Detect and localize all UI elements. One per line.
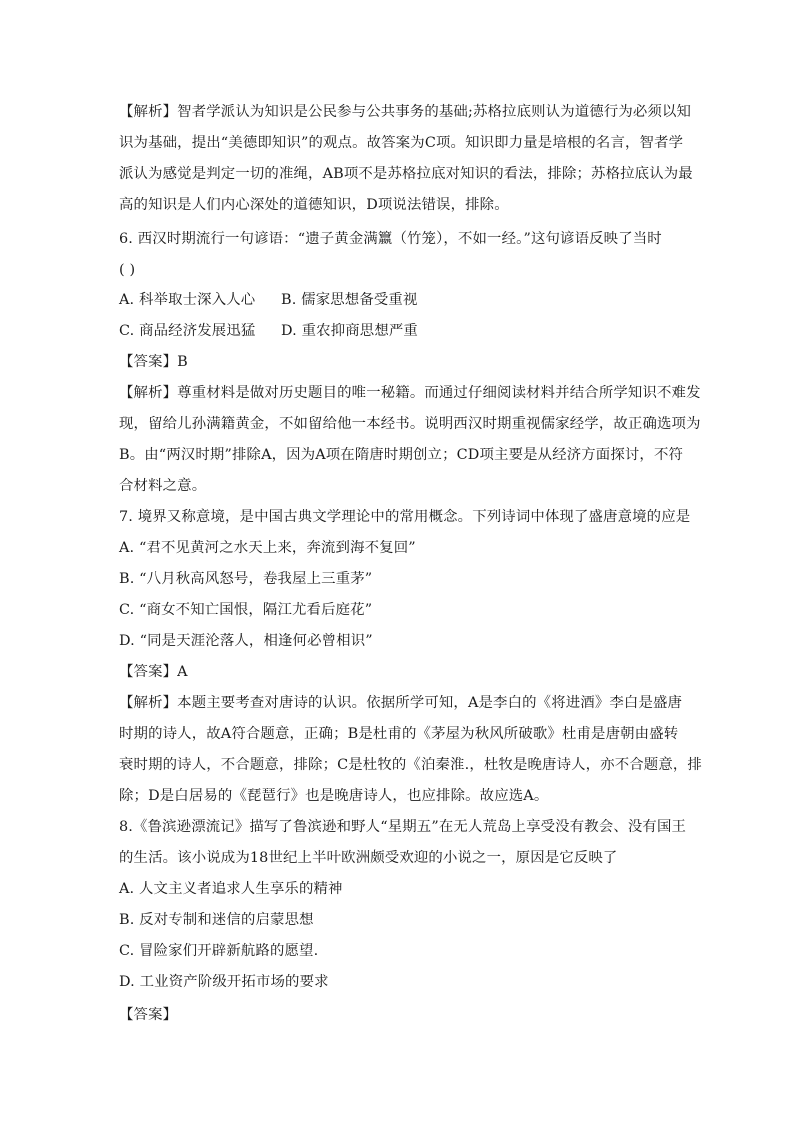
option-d: D. “同是天涯沦落人，相逢何必曾相识” <box>119 633 373 649</box>
option-c: C. “商女不知亡国恨，隔江尤看后庭花” <box>119 602 373 618</box>
option-c: C. 冒险家们开辟新航路的愿望. <box>119 943 319 959</box>
question-8-stem: 的生活。该小说成为18世纪上半叶欧洲颇受欢迎的小说之一，原因是它反映了 <box>119 850 618 866</box>
analysis-line: 现，留给儿孙满籍黄金，不如留给他一本经书。说明西汉时期重视儒家经学，故正确选项为 <box>119 416 701 432</box>
question-8-stem: 8.《鲁滨逊漂流记》描写了鲁滨逊和野人“星期五”在无人荒岛上享受没有教会、没有国王 <box>119 819 687 835</box>
question-6-options-row-2 <box>119 321 418 341</box>
option-b: B. 反对专制和迷信的启蒙思想 <box>119 912 314 928</box>
answer-line: 【答案】A <box>119 664 188 680</box>
option-b: B. “八月秋高风怒号，卷我屋上三重茅” <box>119 571 373 587</box>
answer-line: 【答案】B <box>119 354 188 370</box>
analysis-line: B。由“两汉时期”排除A，因为A项在隋唐时期创立；CD项主要是从经济方面探讨，不符 <box>119 447 684 463</box>
analysis-line: 衰时期的诗人，不合题意，排除；C是杜牧的《泊秦淮.，杜牧是晚唐诗人，亦不合题意，排 <box>119 757 702 773</box>
question-6-options-row-1 <box>119 290 418 310</box>
analysis-line: 【解析】本题主要考查对唐诗的认识。依据所学可知，A是李白的《将进酒》李白是盛唐 <box>119 695 683 711</box>
option-c: C. 商品经济发展迅猛 <box>119 323 256 339</box>
option-a: A. “君不见黄河之水天上来，奔流到海不复回” <box>119 540 416 556</box>
analysis-line: 时期的诗人，故A符合题意，正确；B是杜甫的《茅屋为秋风所破歌》杜甫是唐朝由盛转 <box>119 726 679 742</box>
analysis-line: 合材料之意。 <box>119 478 207 494</box>
option-a: A. 人文主义者追求人生享乐的精神 <box>119 881 343 897</box>
question-6-blank: ( ) <box>119 262 136 278</box>
analysis-line: 识为基础，提出“美德即知识”的观点。故答案为C项。知识即力量是培根的名言，智者学 <box>119 135 684 151</box>
analysis-line: 【解析】尊重材料是做对历史题目的唯一秘籍。而通过仔细阅读材料并结合所学知识不难发 <box>119 385 701 401</box>
option-d: D. 工业资产阶级开拓市场的要求 <box>119 974 329 990</box>
analysis-line: 派认为感觉是判定一切的准绳，AB项不是苏格拉底对知识的看法，排除；苏格拉底认为最 <box>119 166 693 182</box>
analysis-line: 除；D是白居易的《琵琶行》也是晚唐诗人，也应排除。故应选A。 <box>119 788 549 804</box>
analysis-line: 高的知识是人们内心深处的道德知识，D项说法错误，排除。 <box>119 197 509 213</box>
option-b: B. 儒家思想备受重视 <box>281 292 418 308</box>
option-a: A. 科举取士深入人心 <box>119 292 256 308</box>
analysis-line: 【解析】智者学派认为知识是公民参与公共事务的基础;苏格拉底则认为道德行为必须以知 <box>119 104 692 120</box>
option-d: D. 重农抑商思想严重 <box>281 323 418 339</box>
question-6-stem: 6. 西汉时期流行一句谚语：“遗子黄金满籝（竹笼），不如一经。”这句谚语反映了当时 <box>119 231 662 247</box>
question-7-stem: 7. 境界又称意境，是中国古典文学理论中的常用概念。下列诗词中体现了盛唐意境的应是 <box>119 509 691 525</box>
answer-line: 【答案】 <box>119 1007 178 1023</box>
